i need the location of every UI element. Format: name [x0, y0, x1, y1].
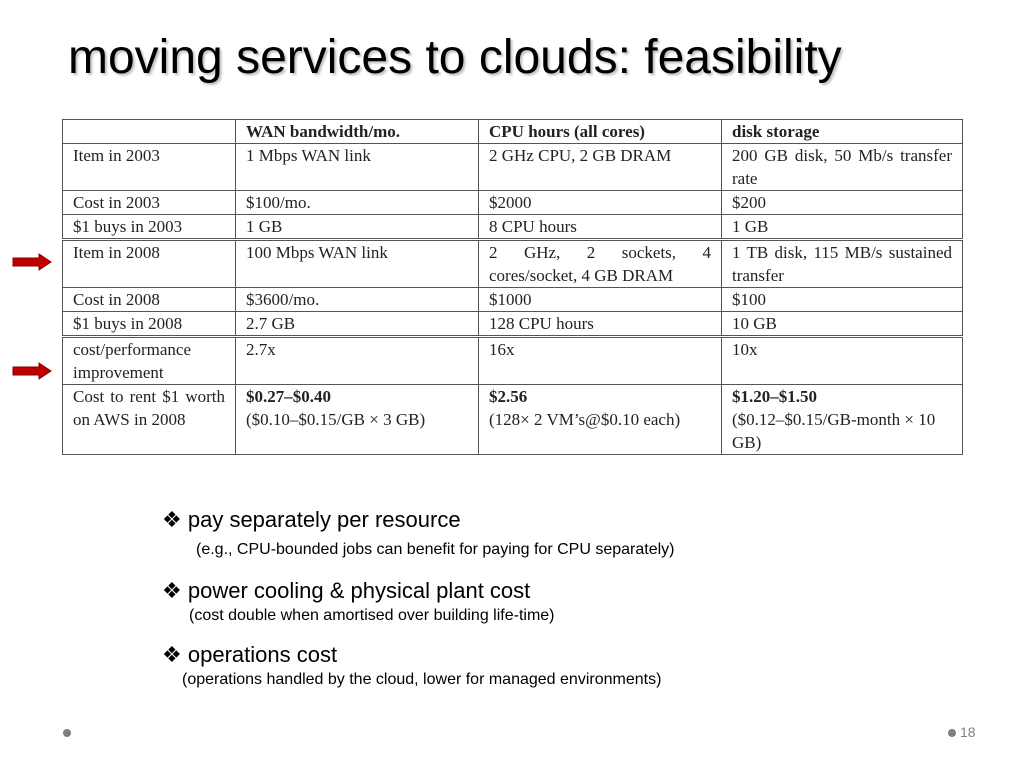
table-cell: $1 buys in 2003: [63, 215, 236, 240]
table-header-row: [63, 120, 963, 144]
table-cell: 1 Mbps WAN link: [236, 144, 479, 191]
table-row: [63, 337, 963, 385]
aws-disk-detail: ($0.12–$0.15/GB-month × 10 GB): [732, 410, 936, 452]
table-row: [63, 240, 963, 288]
table-cell: $1 buys in 2008: [63, 312, 236, 337]
table-cell: $3600/mo.: [236, 288, 479, 312]
table-cell: [479, 385, 722, 455]
table-cell: $100/mo.: [236, 191, 479, 215]
header-cell: [63, 120, 236, 144]
table-cell: [722, 385, 963, 455]
table-cell: [236, 385, 479, 455]
table-cell: 200 GB disk, 50 Mb/s transfer rate: [722, 144, 963, 191]
bullet-subtext: (cost double when amortised over building life-time): [189, 607, 555, 624]
aws-cpu-cost: $2.56: [489, 387, 528, 406]
aws-wan-detail: ($0.10–$0.15/GB × 3 GB): [246, 410, 426, 429]
red-arrow-icon: [12, 362, 52, 380]
table-cell: $100: [722, 288, 963, 312]
table-cell: Cost in 2003: [63, 191, 236, 215]
list-item: [162, 577, 674, 627]
cost-comparison-table: [62, 119, 963, 455]
slide-title: moving services to clouds: feasibility: [68, 31, 842, 84]
bullet-text: power cooling & physical plant cost: [187, 578, 531, 603]
table-cell: Cost to rent $1 worth on AWS in 2008: [63, 385, 236, 455]
table-cell: 8 CPU hours: [479, 215, 722, 240]
table-cell: 128 CPU hours: [479, 312, 722, 337]
footer-dot: [948, 729, 956, 737]
table-row-aws: [63, 385, 963, 455]
list-item: [162, 641, 674, 691]
bullet-text: operations cost: [187, 642, 338, 667]
bullet-subtext: (e.g., CPU-bounded jobs can benefit for paying for CPU separately): [196, 541, 675, 558]
table-cell: $2000: [479, 191, 722, 215]
table-row: [63, 288, 963, 312]
table-cell: 1 GB: [236, 215, 479, 240]
aws-cpu-detail: (128× 2 VM’s@$0.10 each): [489, 410, 681, 429]
table-cell: 2 GHz CPU, 2 GB DRAM: [479, 144, 722, 191]
table-cell: 10 GB: [722, 312, 963, 337]
table-cell: $1000: [479, 288, 722, 312]
page-number: 18: [960, 724, 976, 740]
bullet-text: pay separately per resource: [187, 507, 461, 532]
table-cell: 2.7x: [236, 337, 479, 385]
table-cell: Item in 2003: [63, 144, 236, 191]
bullet-list: [162, 506, 674, 691]
table-cell: 2.7 GB: [236, 312, 479, 337]
red-arrow-icon: [12, 253, 52, 271]
header-cell: CPU hours (all cores): [479, 120, 722, 144]
table-cell: 10x: [722, 337, 963, 385]
table-cell: 1 TB disk, 115 MB/s sustained transfer: [722, 240, 963, 288]
diamond-bullet-icon: ❖: [162, 507, 182, 532]
header-cell: WAN bandwidth/mo.: [236, 120, 479, 144]
table-cell: 16x: [479, 337, 722, 385]
list-item: [162, 506, 674, 561]
table-cell: Cost in 2008: [63, 288, 236, 312]
table-cell: $200: [722, 191, 963, 215]
table-row: [63, 191, 963, 215]
aws-disk-cost: $1.20–$1.50: [732, 387, 817, 406]
table-cell: 1 GB: [722, 215, 963, 240]
table-row: [63, 144, 963, 191]
table-row: [63, 215, 963, 240]
table-cell: 2 GHz, 2 sockets, 4 cores/socket, 4 GB DRAM: [479, 240, 722, 288]
diamond-bullet-icon: ❖: [162, 578, 182, 603]
table-cell: 100 Mbps WAN link: [236, 240, 479, 288]
table-cell: Item in 2008: [63, 240, 236, 288]
diamond-bullet-icon: ❖: [162, 642, 182, 667]
header-cell: disk storage: [722, 120, 963, 144]
table-cell: cost/performance improvement: [63, 337, 236, 385]
footer-dot: [63, 729, 71, 737]
bullet-subtext: (operations handled by the cloud, lower for managed environments): [182, 671, 662, 688]
aws-wan-cost: $0.27–$0.40: [246, 387, 331, 406]
table-row: [63, 312, 963, 337]
